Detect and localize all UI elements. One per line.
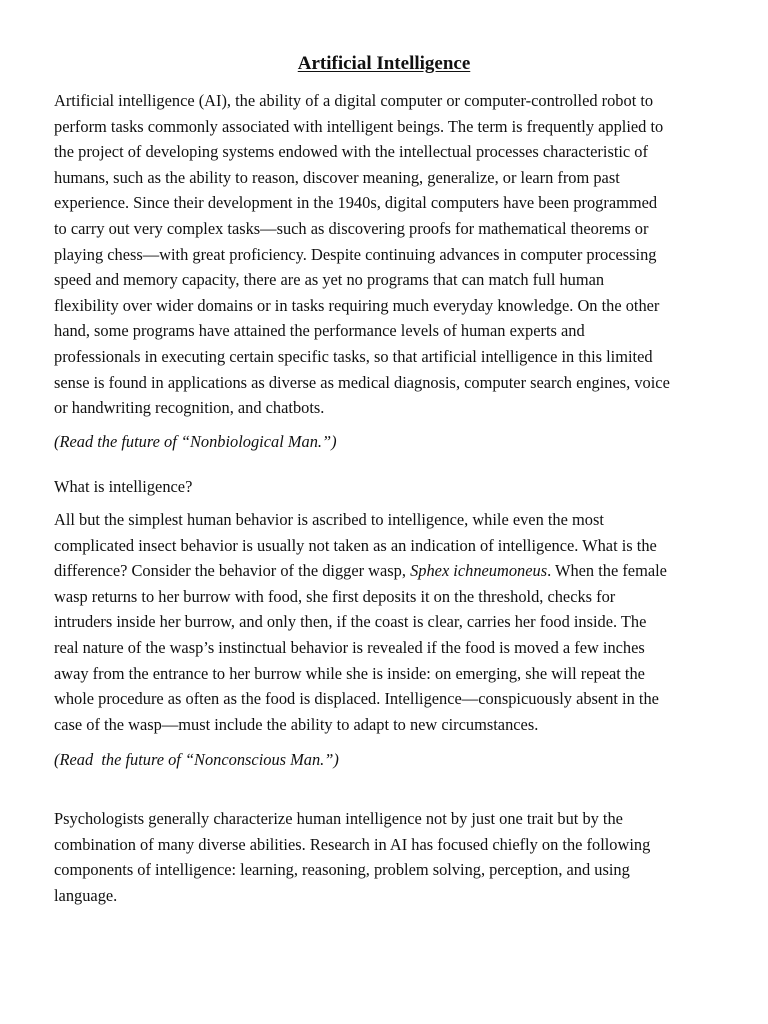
paragraph-line: experience. Since their development in the 1940s, digital computers have been programmed <box>54 193 658 213</box>
paragraph-line: sense is found in applications as diverse as medical diagnosis, computer search engines, voice <box>54 372 670 392</box>
paragraph-line: perform tasks commonly associated with intelligent beings. The term is frequently applied to <box>54 116 664 136</box>
paragraph-line: language. <box>54 885 118 905</box>
species-name: Sphex ichneumoneus <box>410 561 548 581</box>
text-run: . When the female <box>547 561 667 581</box>
paragraph-line: components of intelligence: learning, reasoning, problem solving, perception, and using <box>54 860 630 880</box>
paragraph-intelligence <box>54 507 714 737</box>
paragraph-line: whole procedure as often as the food is displaced. Intelligence—conspicuously absent in the <box>54 689 659 709</box>
paragraph-line: case of the wasp—must include the ability to adapt to new circumstances. <box>54 714 539 734</box>
paragraph-line: away from the entrance to her burrow while she is inside: on emerging, she will repeat the <box>54 663 645 683</box>
paragraph-line: hand, some programs have attained the performance levels of human experts and <box>54 321 585 341</box>
paragraph-line: intruders inside her burrow, and only then, if the coast is clear, carries her food inside. The <box>54 612 647 632</box>
paragraph-line: playing chess—with great proficiency. Despite continuing advances in computer processing <box>54 244 657 264</box>
paragraph-line: speed and memory capacity, there are as yet no programs that can match full human <box>54 270 605 290</box>
paragraph-line: the project of developing systems endowed with the intellectual processes characteristic of <box>54 142 648 162</box>
paragraph-line: combination of many diverse abilities. Research in AI has focused chiefly on the following <box>54 834 651 854</box>
paragraph-line: All but the simplest human behavior is ascribed to intelligence, while even the most <box>54 510 604 529</box>
paragraph-components <box>54 806 714 908</box>
paragraph-line <box>54 558 714 584</box>
text-run: difference? Consider the behavior of the digger wasp, <box>54 561 411 581</box>
paragraph-line: professionals in executing certain specific tasks, so that artificial intelligence in this limited <box>54 346 653 366</box>
section-heading-intelligence: What is intelligence? <box>54 477 193 496</box>
paragraph-line: wasp returns to her burrow with food, she first deposits it on the threshold, checks for <box>54 586 616 606</box>
paragraph-line: complicated insect behavior is usually not taken as an indication of intelligence. What is the <box>54 535 657 555</box>
paragraph-line: to carry out very complex tasks—such as discovering proofs for mathematical theorems or <box>54 218 649 238</box>
read-note-nonconscious <box>54 747 714 773</box>
paragraph-line: or handwriting recognition, and chatbots. <box>54 398 325 418</box>
paragraph-line: Artificial intelligence (AI), the ability of a digital computer or computer-controlled robot to <box>54 91 654 110</box>
paragraph-ai-definition <box>54 88 714 421</box>
paragraph-line: humans, such as the ability to reason, discover meaning, generalize, or learn from past <box>54 167 620 187</box>
paragraph-line: flexibility over wider domains or in tasks requiring much everyday knowledge. On the other <box>54 295 660 315</box>
document-title: Artificial Intelligence <box>297 53 471 74</box>
paragraph-line: real nature of the wasp’s instinctual behavior is revealed if the food is moved a few inches <box>54 637 645 657</box>
paragraph-line: Psychologists generally characterize human intelligence not by just one trait but by the <box>54 809 623 828</box>
read-note-nonbiological: (Read the future of “Nonbiological Man.”) <box>54 432 337 451</box>
note-text: (Read the future of “Nonconscious Man.”) <box>54 750 339 769</box>
